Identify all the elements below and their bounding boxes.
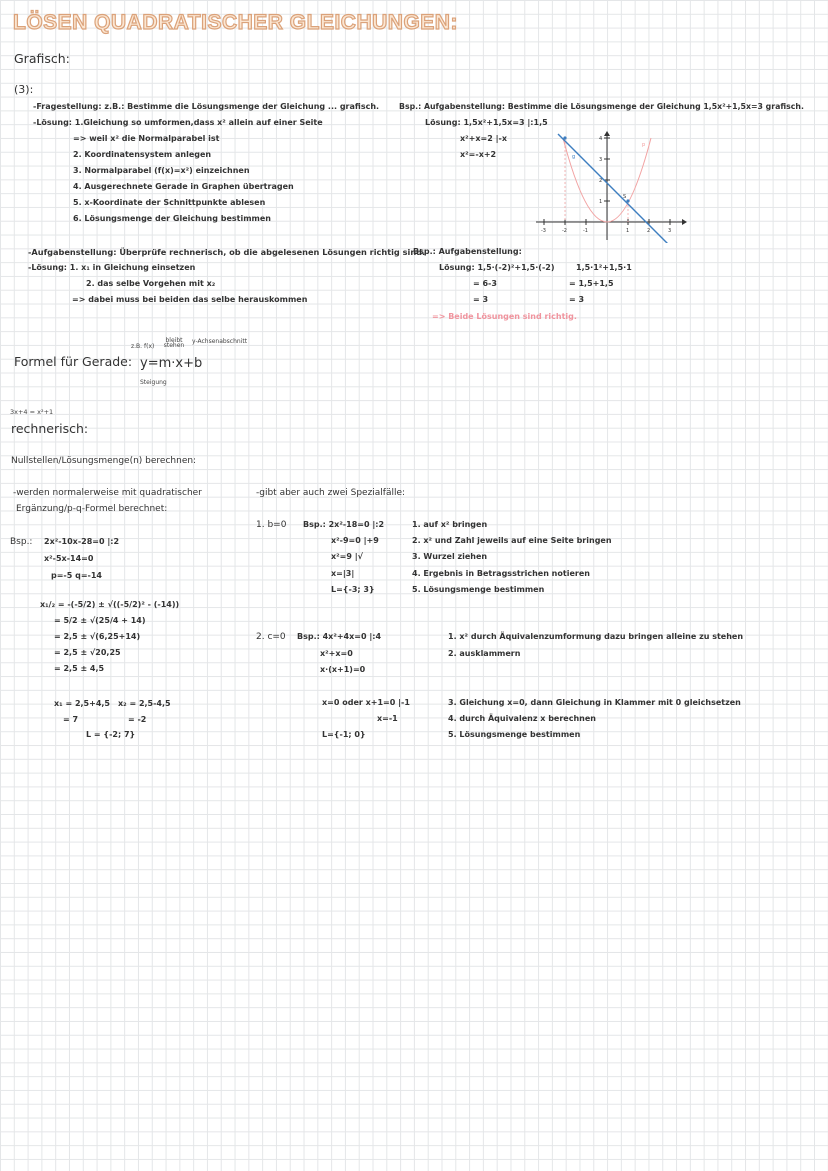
special-b0-label: 1. b=0: [256, 520, 287, 530]
example-line: x²+x=2 |-x: [460, 134, 507, 143]
x-tick-label: -1: [583, 228, 588, 234]
check-note: => Beide Lösungen sind richtig.: [432, 312, 577, 321]
y-tick-label: 1: [599, 199, 603, 205]
x-tick-label: -2: [562, 228, 567, 234]
check-example-line: Lösung: 1,5·(-2)²+1,5·(-2): [439, 263, 555, 272]
calc-line: = 2,5 ± √20,25: [54, 648, 121, 657]
example-line: Lösung: 1,5x²+1,5x=3 |:1,5: [425, 118, 548, 127]
solution-set: L={-3; 3}: [331, 585, 375, 594]
schnitt-label: S: [623, 194, 627, 200]
method-step: 4. durch Äquivalenz x berechnen: [448, 714, 596, 723]
calc-line: x²-5x-14=0: [44, 554, 94, 563]
heading-rechnerisch: rechnerisch:: [11, 421, 89, 436]
heading-grafisch: Grafisch:: [14, 51, 70, 66]
calc-line: x·(x+1)=0: [320, 665, 366, 674]
step-line: 4. Ausgerechnete Gerade in Graphen übertragen: [73, 182, 294, 191]
section-number: (3):: [14, 83, 34, 96]
parabel-label: p: [642, 142, 646, 148]
y-tick-label: 2: [599, 178, 603, 184]
method-step: 5. Lösungsmenge bestimmen: [412, 585, 545, 594]
gerade-label: g: [572, 154, 576, 160]
heading-nullstellen: Nullstellen/Lösungsmenge(n) berechnen:: [11, 456, 197, 466]
normal-intro: -werden normalerweise mit quadratischer: [13, 488, 202, 498]
check-example-line: = 3: [569, 295, 585, 304]
x-tick-label: 2: [647, 228, 651, 234]
x-tick-label: 3: [668, 228, 672, 234]
method-step: 1. x² durch Äquivalenzumformung dazu bringen alleine zu stehen: [448, 632, 744, 641]
method-step: 5. Lösungsmenge bestimmen: [448, 730, 581, 739]
x-axis: [536, 219, 687, 225]
calc-line: = 7: [63, 715, 79, 724]
calc-line: x₂ = 2,5-4,5: [118, 699, 171, 708]
step-line: 2. Koordinatensystem anlegen: [73, 150, 212, 159]
calc-line: x²-9=0 |+9: [331, 536, 379, 545]
formula-annotation: Steigung: [140, 379, 167, 386]
method-step: 2. ausklammern: [448, 649, 521, 658]
side-note: 3x+4 = x²+1: [10, 408, 54, 416]
calc-line: x₁/₂ = -(-5/2) ± √((-5/2)² - (-14)): [40, 600, 180, 609]
step-line: -Fragestellung: z.B.: Bestimme die Lösungsmenge der Gleichung ... grafisch.: [33, 102, 380, 111]
example-task: Bsp.: Aufgabenstellung: Bestimme die Lösungsmenge der Gleichung 1,5x²+1,5x=3 grafisch.: [399, 102, 804, 111]
formula-label: Formel für Gerade:: [14, 354, 133, 369]
calc-line: = 2,5 ± 4,5: [54, 664, 105, 673]
formula-annotation: z.B. f(x): [131, 343, 155, 350]
calc-line: x₁ = 2,5+4,5: [54, 699, 110, 708]
calc-line: 2x²-10x-28=0 |:2: [44, 537, 120, 546]
calc-line: x=0 oder x+1=0 |-1: [322, 698, 410, 707]
y-tick-label: 3: [599, 157, 603, 163]
calc-line: = 5/2 ± √(25/4 + 14): [54, 616, 146, 625]
page-title: LÖSEN QUADRATISCHER GLEICHUNGEN:: [13, 11, 458, 34]
special-c0-label: 2. c=0: [256, 632, 286, 642]
special-intro: -gibt aber auch zwei Spezialfälle:: [256, 488, 406, 498]
calc-line: p=-5 q=-14: [51, 571, 102, 580]
solution-set: L = {-2; 7}: [86, 730, 136, 739]
coordinate-graph: [530, 128, 690, 243]
check-example-line: = 1,5+1,5: [569, 279, 614, 288]
calc-line: x=-1: [377, 714, 398, 723]
x-tick-label: 1: [626, 228, 630, 234]
calc-line: Bsp.: 2x²-18=0 |:2: [303, 520, 385, 529]
check-example-line: = 6-3: [473, 279, 497, 288]
example-line: x²=-x+2: [460, 150, 497, 159]
intersection-point: [626, 199, 629, 202]
gerade-formula: y=m·x+b: [140, 356, 203, 371]
step-line: 6. Lösungsmenge der Gleichung bestimmen: [73, 214, 271, 223]
x-tick-label: -3: [541, 228, 546, 234]
step-line: => dabei muss bei beiden das selbe herauskommen: [72, 295, 308, 304]
method-step: 1. auf x² bringen: [412, 520, 488, 529]
calc-line: Bsp.: 4x²+4x=0 |:4: [297, 632, 382, 641]
check-example-line: = 3: [473, 295, 489, 304]
method-step: 3. Wurzel ziehen: [412, 552, 488, 561]
check-example-line: 1,5·1²+1,5·1: [576, 263, 632, 272]
y-tick-label: 4: [599, 136, 603, 142]
normal-intro: Ergänzung/p-q-Formel berechnet:: [16, 504, 168, 514]
step-line: 5. x-Koordinate der Schnittpunkte ablesen: [73, 198, 266, 207]
step-line: -Lösung: 1.Gleichung so umformen,dass x² allein auf einer Seite: [33, 118, 323, 127]
formula-annotation: bleibt stehen: [163, 337, 185, 350]
gerade-line: [558, 134, 670, 243]
method-step: 4. Ergebnis in Betragsstrichen notieren: [412, 569, 590, 578]
solution-set: L={-1; 0}: [322, 730, 366, 739]
step-line: -Lösung: 1. x₁ in Gleichung einsetzen: [28, 263, 196, 272]
calc-line: x²=9 |√: [331, 552, 363, 561]
method-step: 3. Gleichung x=0, dann Gleichung in Klammer mit 0 gleichsetzen: [448, 698, 741, 707]
intersection-point: [563, 136, 566, 139]
check-example-head: Bsp.: Aufgabenstellung:: [413, 247, 522, 256]
calc-line: x²+x=0: [320, 649, 353, 658]
step-line: -Aufgabenstellung: Überprüfe rechnerisch, ob die abgelesenen Lösungen richtig sind.: [28, 247, 426, 257]
step-line: 3. Normalparabel (f(x)=x²) einzeichnen: [73, 166, 250, 175]
step-line: 2. das selbe Vorgehen mit x₂: [86, 279, 216, 288]
calc-line: = -2: [128, 715, 147, 724]
method-step: 2. x² und Zahl jeweils auf eine Seite bringen: [412, 536, 612, 545]
bsp-label: Bsp.:: [10, 537, 33, 547]
calc-line: x=|3|: [331, 569, 355, 578]
formula-annotation: y-Achsenabschnitt: [192, 338, 248, 345]
step-line: => weil x² die Normalparabel ist: [73, 134, 220, 143]
calc-line: = 2,5 ± √(6,25+14): [54, 632, 141, 641]
